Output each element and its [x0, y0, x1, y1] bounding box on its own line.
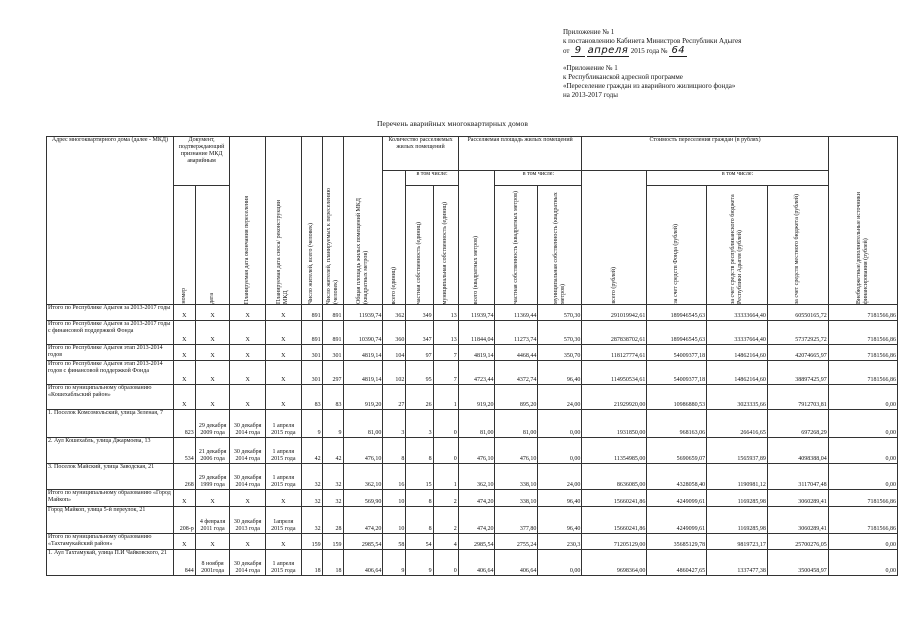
planned-end-cell: 30 декабря 2013 года: [230, 507, 266, 534]
residents-cell: 891: [301, 321, 322, 345]
rooms-total-cell: 58: [383, 534, 406, 550]
area-municipal-cell: 0,00: [538, 438, 582, 464]
doc-date-cell: X: [195, 361, 230, 385]
table-row: [47, 490, 898, 507]
cost-local-cell: 7912703,81: [767, 385, 828, 410]
residents-planned-cell: 301: [322, 345, 343, 361]
rooms-municipal-cell: 13: [433, 305, 458, 321]
rooms-private-cell: 97: [406, 345, 433, 361]
cost-fund-cell: 189946545,63: [647, 305, 707, 321]
planned-end-cell: X: [230, 385, 266, 410]
houses-table: [46, 136, 898, 576]
cost-local-cell: 3060289,41: [767, 507, 828, 534]
appendix-label: Приложение № 1: [563, 28, 615, 36]
table-row: [47, 361, 898, 385]
row-address-cell: Итого по Республике Адыгея за 2013-2017 годы: [47, 305, 174, 321]
cost-republic-cell: 266416,65: [707, 410, 768, 438]
cost-total-cell: 287838702,61: [582, 321, 647, 345]
extra-funding-cell: 7181566,86: [828, 490, 897, 507]
planned-demolition-cell: 1 апреля 2015 года: [266, 410, 302, 438]
header-address: Адрес многоквартирного дома (далее - МКД): [47, 137, 174, 305]
cost-total-cell: 15660241,86: [582, 490, 647, 507]
table-row: [47, 305, 898, 321]
table-body: [47, 305, 898, 576]
doc-number-cell: X: [173, 321, 195, 345]
cost-fund-cell: 4249099,61: [647, 507, 707, 534]
area-total-cell: 362,10: [458, 464, 495, 490]
cost-fund-cell: 54009377,18: [647, 345, 707, 361]
doc-number-cell: X: [173, 361, 195, 385]
cost-total-cell: 15660241,86: [582, 507, 647, 534]
header-extra-funding: Внебюджетные/дополнительные источники финансирования (рублей): [855, 192, 869, 304]
area-municipal-cell: 24,00: [538, 464, 582, 490]
document-title: Перечень аварийных многоквартирных домов: [377, 119, 528, 128]
rooms-total-cell: 8: [383, 438, 406, 464]
table-row: [47, 345, 898, 361]
approval-block: Приложение № 1 к постановлению Кабинета Министров Республики Адыгея от 9 апреля 2015 года № 64 «Приложение № 1 к Республиканской адресной программе «Переселение граждан из аварийного жилищного фонда» на 2013-2017 годы: [563, 28, 893, 100]
cost-republic-cell: 14862164,60: [707, 345, 768, 361]
area-municipal-cell: 570,30: [538, 305, 582, 321]
cost-fund-cell: 4328058,40: [647, 464, 707, 490]
header-cost-local: за счет средств местного бюджета (рублей): [794, 193, 801, 304]
cost-total-cell: 118127774,61: [582, 345, 647, 361]
cost-total-cell: 11354985,00: [582, 438, 647, 464]
header-area-resettled: Расселяемая площадь жилых помещений: [458, 137, 582, 171]
row-address-cell: Итого по муниципальному образованию «Кошехабльский район»: [47, 385, 174, 410]
cost-local-cell: 25700276,05: [767, 534, 828, 550]
cost-total-cell: 8636085,00: [582, 464, 647, 490]
header-cost-incl: в том числе:: [647, 171, 828, 186]
doc-number-cell: X: [173, 305, 195, 321]
doc-date-cell: X: [195, 345, 230, 361]
cost-republic-cell: 1190981,12: [707, 464, 768, 490]
doc-date-cell: X: [195, 385, 230, 410]
residents-cell: 83: [301, 385, 322, 410]
cost-republic-cell: 1169285,98: [707, 507, 768, 534]
residents-planned-cell: 9: [322, 410, 343, 438]
rooms-total-cell: 9: [383, 550, 406, 576]
planned-demolition-cell: 1 апреля 2015 года: [266, 550, 302, 576]
area-municipal-cell: 96,40: [538, 490, 582, 507]
rooms-private-cell: 3: [406, 410, 433, 438]
doc-date-cell: 4 февраля 2011 года: [195, 507, 230, 534]
doc-number-cell: 268: [173, 464, 195, 490]
area-private-cell: 81,00: [495, 410, 538, 438]
header-area-incl: в том числе:: [495, 171, 582, 186]
row-address-cell: Итого по Республике Адыгея этап 2013-2014 годов с финансовой поддержкой Фонда: [47, 361, 174, 385]
header-cost: Стоимость переселения граждан (в рублях): [582, 137, 828, 171]
total-area-cell: 4819,14: [343, 345, 383, 361]
cost-republic-cell: 33333664,40: [707, 305, 768, 321]
area-municipal-cell: 570,30: [538, 321, 582, 345]
area-private-cell: 4468,44: [495, 345, 538, 361]
rooms-private-cell: 8: [406, 507, 433, 534]
extra-funding-cell: 0,00: [828, 550, 897, 576]
cost-local-cell: 4098388,04: [767, 438, 828, 464]
header-residents-planned: Число жителей, планируемых к переселению (человек): [325, 188, 339, 304]
rooms-municipal-cell: 7: [433, 361, 458, 385]
table-row: [47, 550, 898, 576]
extra-funding-cell: 0,00: [828, 534, 897, 550]
row-address-cell: Итого по Республике Адыгея за 2013-2017 годы с финансовой поддержкой Фонда: [47, 321, 174, 345]
houses-table-wrapper: [46, 136, 898, 576]
area-municipal-cell: 24,00: [538, 385, 582, 410]
extra-funding-cell: 0,00: [828, 385, 897, 410]
area-private-cell: 11369,44: [495, 305, 538, 321]
extra-funding-cell: 7181566,86: [828, 321, 897, 345]
cost-republic-cell: 3023335,66: [707, 385, 768, 410]
doc-date-cell: X: [195, 305, 230, 321]
rooms-private-cell: 15: [406, 464, 433, 490]
rooms-total-cell: 10: [383, 490, 406, 507]
residents-cell: 32: [301, 464, 322, 490]
area-municipal-cell: 96,40: [538, 361, 582, 385]
cost-local-cell: 38897425,97: [767, 361, 828, 385]
planned-demolition-cell: 1апреля 2015 года: [266, 507, 302, 534]
residents-planned-cell: 159: [322, 534, 343, 550]
planned-demolition-cell: X: [266, 321, 302, 345]
doc-date-cell: 21 декабря 2006 года: [195, 438, 230, 464]
planned-end-cell: X: [230, 321, 266, 345]
area-private-cell: 377,80: [495, 507, 538, 534]
header-cost-republic: за счет средств республиканского бюджета Республики Адыгея (рублей): [729, 194, 743, 304]
cost-local-cell: 42074665,97: [767, 345, 828, 361]
area-private-cell: 2755,24: [495, 534, 538, 550]
row-address-cell: Город Майкоп, улица 5-й переулок, 21: [47, 507, 174, 534]
planned-demolition-cell: 1 апреля 2015 года: [266, 438, 302, 464]
cost-republic-cell: 1565937,89: [707, 438, 768, 464]
cost-republic-cell: 1337477,38: [707, 550, 768, 576]
cost-fund-cell: 35685129,78: [647, 534, 707, 550]
header-doc-date: дата: [209, 293, 216, 304]
area-private-cell: 406,64: [495, 550, 538, 576]
residents-planned-cell: 28: [322, 507, 343, 534]
rooms-total-cell: 27: [383, 385, 406, 410]
planned-end-cell: X: [230, 345, 266, 361]
doc-date-cell: X: [195, 490, 230, 507]
rooms-private-cell: 9: [406, 550, 433, 576]
row-address-cell: Итого по Республике Адыгея этап 2013-2014 годов: [47, 345, 174, 361]
area-total-cell: 11939,74: [458, 305, 495, 321]
total-area-cell: 2985,54: [343, 534, 383, 550]
rooms-private-cell: 349: [406, 305, 433, 321]
table-row: [47, 507, 898, 534]
area-total-cell: 474,20: [458, 490, 495, 507]
rooms-total-cell: 10: [383, 507, 406, 534]
area-private-cell: 476,10: [495, 438, 538, 464]
rooms-municipal-cell: 1: [433, 464, 458, 490]
rooms-municipal-cell: 7: [433, 345, 458, 361]
row-address-cell: Итого по муниципальному образованию «Тахтамукайский район»: [47, 534, 174, 550]
area-total-cell: 919,20: [458, 385, 495, 410]
doc-number-cell: 844: [173, 550, 195, 576]
cost-fund-cell: 5690659,07: [647, 438, 707, 464]
extra-funding-cell: 0,00: [828, 410, 897, 438]
resolution-day: 9: [571, 46, 585, 56]
area-municipal-cell: 230,3: [538, 534, 582, 550]
planned-demolition-cell: X: [266, 361, 302, 385]
header-area-private: частная собственность (квадратных метров): [512, 191, 519, 304]
rooms-private-cell: 26: [406, 385, 433, 410]
table-row: [47, 385, 898, 410]
planned-end-cell: 30 декабря 2014 года: [230, 410, 266, 438]
total-area-cell: 4819,14: [343, 361, 383, 385]
total-area-cell: 474,20: [343, 507, 383, 534]
extra-funding-cell: 7181566,86: [828, 345, 897, 361]
doc-number-cell: 534: [173, 438, 195, 464]
cost-local-cell: 3500458,97: [767, 550, 828, 576]
rooms-municipal-cell: 1: [433, 385, 458, 410]
total-area-cell: 919,20: [343, 385, 383, 410]
doc-number-cell: X: [173, 490, 195, 507]
rooms-private-cell: 8: [406, 490, 433, 507]
residents-planned-cell: 297: [322, 361, 343, 385]
area-municipal-cell: 96,40: [538, 507, 582, 534]
row-address-cell: 2. Аул Кошехабль, улица Джармоева, 13: [47, 438, 174, 464]
area-total-cell: 81,00: [458, 410, 495, 438]
planned-demolition-cell: X: [266, 490, 302, 507]
cost-total-cell: 291019942,61: [582, 305, 647, 321]
residents-cell: 18: [301, 550, 322, 576]
total-area-cell: 81,00: [343, 410, 383, 438]
residents-cell: 159: [301, 534, 322, 550]
residents-cell: 301: [301, 345, 322, 361]
total-area-cell: 406,64: [343, 550, 383, 576]
cost-total-cell: 1931850,00: [582, 410, 647, 438]
planned-demolition-cell: X: [266, 345, 302, 361]
cost-total-cell: 114950534,61: [582, 361, 647, 385]
cost-local-cell: 697268,29: [767, 410, 828, 438]
resolution-month: апреля: [587, 45, 629, 57]
header-rooms-incl: в том числе:: [406, 171, 458, 186]
row-address-cell: 1. Аул Тахтамукай, улица П.И Чайковского, 21: [47, 550, 174, 576]
residents-planned-cell: 83: [322, 385, 343, 410]
doc-number-cell: X: [173, 345, 195, 361]
cost-fund-cell: 10986880,53: [647, 385, 707, 410]
planned-end-cell: X: [230, 305, 266, 321]
area-total-cell: 2985,54: [458, 534, 495, 550]
total-area-cell: 10390,74: [343, 321, 383, 345]
rooms-total-cell: 360: [383, 321, 406, 345]
row-address-cell: 1. Поселок Комсомольский, улица Зеленая, 7: [47, 410, 174, 438]
table-header: [47, 137, 898, 305]
residents-planned-cell: 32: [322, 490, 343, 507]
extra-funding-cell: 7181566,86: [828, 361, 897, 385]
rooms-municipal-cell: 2: [433, 507, 458, 534]
header-rooms-municipal: муниципальная собственность (единиц): [442, 201, 449, 304]
cost-total-cell: 71205129,00: [582, 534, 647, 550]
rooms-total-cell: 3: [383, 410, 406, 438]
doc-date-cell: 8 ноября 2001года: [195, 550, 230, 576]
planned-end-cell: 30 декабря 2014 года: [230, 464, 266, 490]
planned-demolition-cell: X: [266, 534, 302, 550]
planned-end-cell: 30 декабря 2014 года: [230, 438, 266, 464]
extra-funding-cell: 7181566,86: [828, 507, 897, 534]
header-rooms-count: Количество расселяемых жилых помещений: [383, 137, 458, 171]
planned-demolition-cell: X: [266, 305, 302, 321]
header-area-municipal: муниципальная собственность (квадратных метров): [552, 192, 566, 304]
header-residents: Число жителей, всего (человек): [308, 223, 315, 304]
total-area-cell: 362,10: [343, 464, 383, 490]
cost-local-cell: 57372925,72: [767, 321, 828, 345]
header-total-area: Общая площадь жилых помещений МКД (квадратных метров): [355, 198, 369, 304]
header-doc-number: номер: [180, 288, 187, 304]
table-row: [47, 321, 898, 345]
area-private-cell: 338,10: [495, 490, 538, 507]
header-rooms-total: всего (единиц): [390, 266, 397, 304]
total-area-cell: 476,10: [343, 438, 383, 464]
table-row: [47, 410, 898, 438]
residents-planned-cell: 18: [322, 550, 343, 576]
area-total-cell: 406,64: [458, 550, 495, 576]
rooms-municipal-cell: 0: [433, 550, 458, 576]
residents-cell: 42: [301, 438, 322, 464]
residents-planned-cell: 32: [322, 464, 343, 490]
header-rooms-private: частная собственность (единиц): [416, 221, 422, 304]
planned-demolition-cell: 1 апреля 2015 года: [266, 464, 302, 490]
resolution-reference: к постановлению Кабинета Министров Республики Адыгея: [563, 37, 742, 46]
cost-fund-cell: 54009377,18: [647, 361, 707, 385]
residents-cell: 32: [301, 507, 322, 534]
rooms-total-cell: 102: [383, 361, 406, 385]
program-appendix-label: «Приложение № 1: [563, 63, 618, 72]
area-total-cell: 476,10: [458, 438, 495, 464]
planned-end-cell: X: [230, 490, 266, 507]
area-private-cell: 895,20: [495, 385, 538, 410]
table-row: [47, 464, 898, 490]
table-row: [47, 438, 898, 464]
residents-cell: 9: [301, 410, 322, 438]
resolution-date-line: от 9 апреля 2015 года № 64: [563, 46, 893, 56]
planned-demolition-cell: X: [266, 385, 302, 410]
area-total-cell: 4723,44: [458, 361, 495, 385]
area-private-cell: 11273,74: [495, 321, 538, 345]
rooms-municipal-cell: 2: [433, 490, 458, 507]
doc-number-cell: X: [173, 385, 195, 410]
header-area-total: всего (квадратных метров): [473, 235, 480, 304]
residents-planned-cell: 891: [322, 321, 343, 345]
rooms-private-cell: 347: [406, 321, 433, 345]
area-private-cell: 338,10: [495, 464, 538, 490]
cost-fund-cell: 4249099,61: [647, 490, 707, 507]
rooms-private-cell: 54: [406, 534, 433, 550]
resolution-number: 64: [669, 46, 687, 56]
residents-cell: 891: [301, 305, 322, 321]
doc-date-cell: X: [195, 321, 230, 345]
area-municipal-cell: 0,00: [538, 410, 582, 438]
rooms-private-cell: 8: [406, 438, 433, 464]
cost-fund-cell: 189946545,63: [647, 321, 707, 345]
header-document: Документ, подтверждающий признание МКД аварийным: [173, 137, 230, 186]
rooms-municipal-cell: 0: [433, 438, 458, 464]
area-total-cell: 474,20: [458, 507, 495, 534]
residents-planned-cell: 42: [322, 438, 343, 464]
area-private-cell: 4372,74: [495, 361, 538, 385]
header-cost-fund: за счет средств Фонда (рублей): [673, 224, 680, 304]
area-municipal-cell: 0,00: [538, 550, 582, 576]
header-cost-total: всего (рублей): [610, 267, 617, 304]
cost-local-cell: 60550165,72: [767, 305, 828, 321]
doc-number-cell: 823: [173, 410, 195, 438]
cost-republic-cell: 1169285,98: [707, 490, 768, 507]
rooms-total-cell: 362: [383, 305, 406, 321]
cost-fund-cell: 4860427,65: [647, 550, 707, 576]
residents-cell: 301: [301, 361, 322, 385]
cost-total-cell: 21929920,00: [582, 385, 647, 410]
doc-date-cell: 29 декабря 1999 года: [195, 464, 230, 490]
doc-number-cell: X: [173, 534, 195, 550]
residents-planned-cell: 891: [322, 305, 343, 321]
row-address-cell: 3. Поселок Майский, улица Заводская, 21: [47, 464, 174, 490]
rooms-total-cell: 104: [383, 345, 406, 361]
rooms-municipal-cell: 0: [433, 410, 458, 438]
planned-end-cell: X: [230, 534, 266, 550]
extra-funding-cell: 0,00: [828, 464, 897, 490]
cost-republic-cell: 14862164,60: [707, 361, 768, 385]
header-planned-end: Планируемая дата окончания переселения: [244, 195, 251, 304]
cost-republic-cell: 9819723,17: [707, 534, 768, 550]
extra-funding-cell: 7181566,86: [828, 305, 897, 321]
cost-republic-cell: 33337664,40: [707, 321, 768, 345]
rooms-private-cell: 95: [406, 361, 433, 385]
extra-funding-cell: 0,00: [828, 438, 897, 464]
table-row: [47, 534, 898, 550]
doc-number-cell: 208-р: [173, 507, 195, 534]
rooms-municipal-cell: 13: [433, 321, 458, 345]
area-total-cell: 11844,04: [458, 321, 495, 345]
area-municipal-cell: 350,70: [538, 345, 582, 361]
row-address-cell: Итого по муниципальному образованию «Город Майкоп»: [47, 490, 174, 507]
doc-date-cell: X: [195, 534, 230, 550]
cost-fund-cell: 968163,06: [647, 410, 707, 438]
total-area-cell: 569,90: [343, 490, 383, 507]
residents-cell: 32: [301, 490, 322, 507]
total-area-cell: 11939,74: [343, 305, 383, 321]
planned-end-cell: X: [230, 361, 266, 385]
planned-end-cell: 30 декабря 2014 года: [230, 550, 266, 576]
cost-total-cell: 9698364,00: [582, 550, 647, 576]
area-total-cell: 4819,14: [458, 345, 495, 361]
cost-local-cell: 3117047,48: [767, 464, 828, 490]
rooms-municipal-cell: 4: [433, 534, 458, 550]
header-planned-demolition: Планируемая дата сноса/ реконструкции МКД: [276, 200, 290, 304]
cost-local-cell: 3060289,41: [767, 490, 828, 507]
rooms-total-cell: 16: [383, 464, 406, 490]
doc-date-cell: 29 декабря 2009 года: [195, 410, 230, 438]
